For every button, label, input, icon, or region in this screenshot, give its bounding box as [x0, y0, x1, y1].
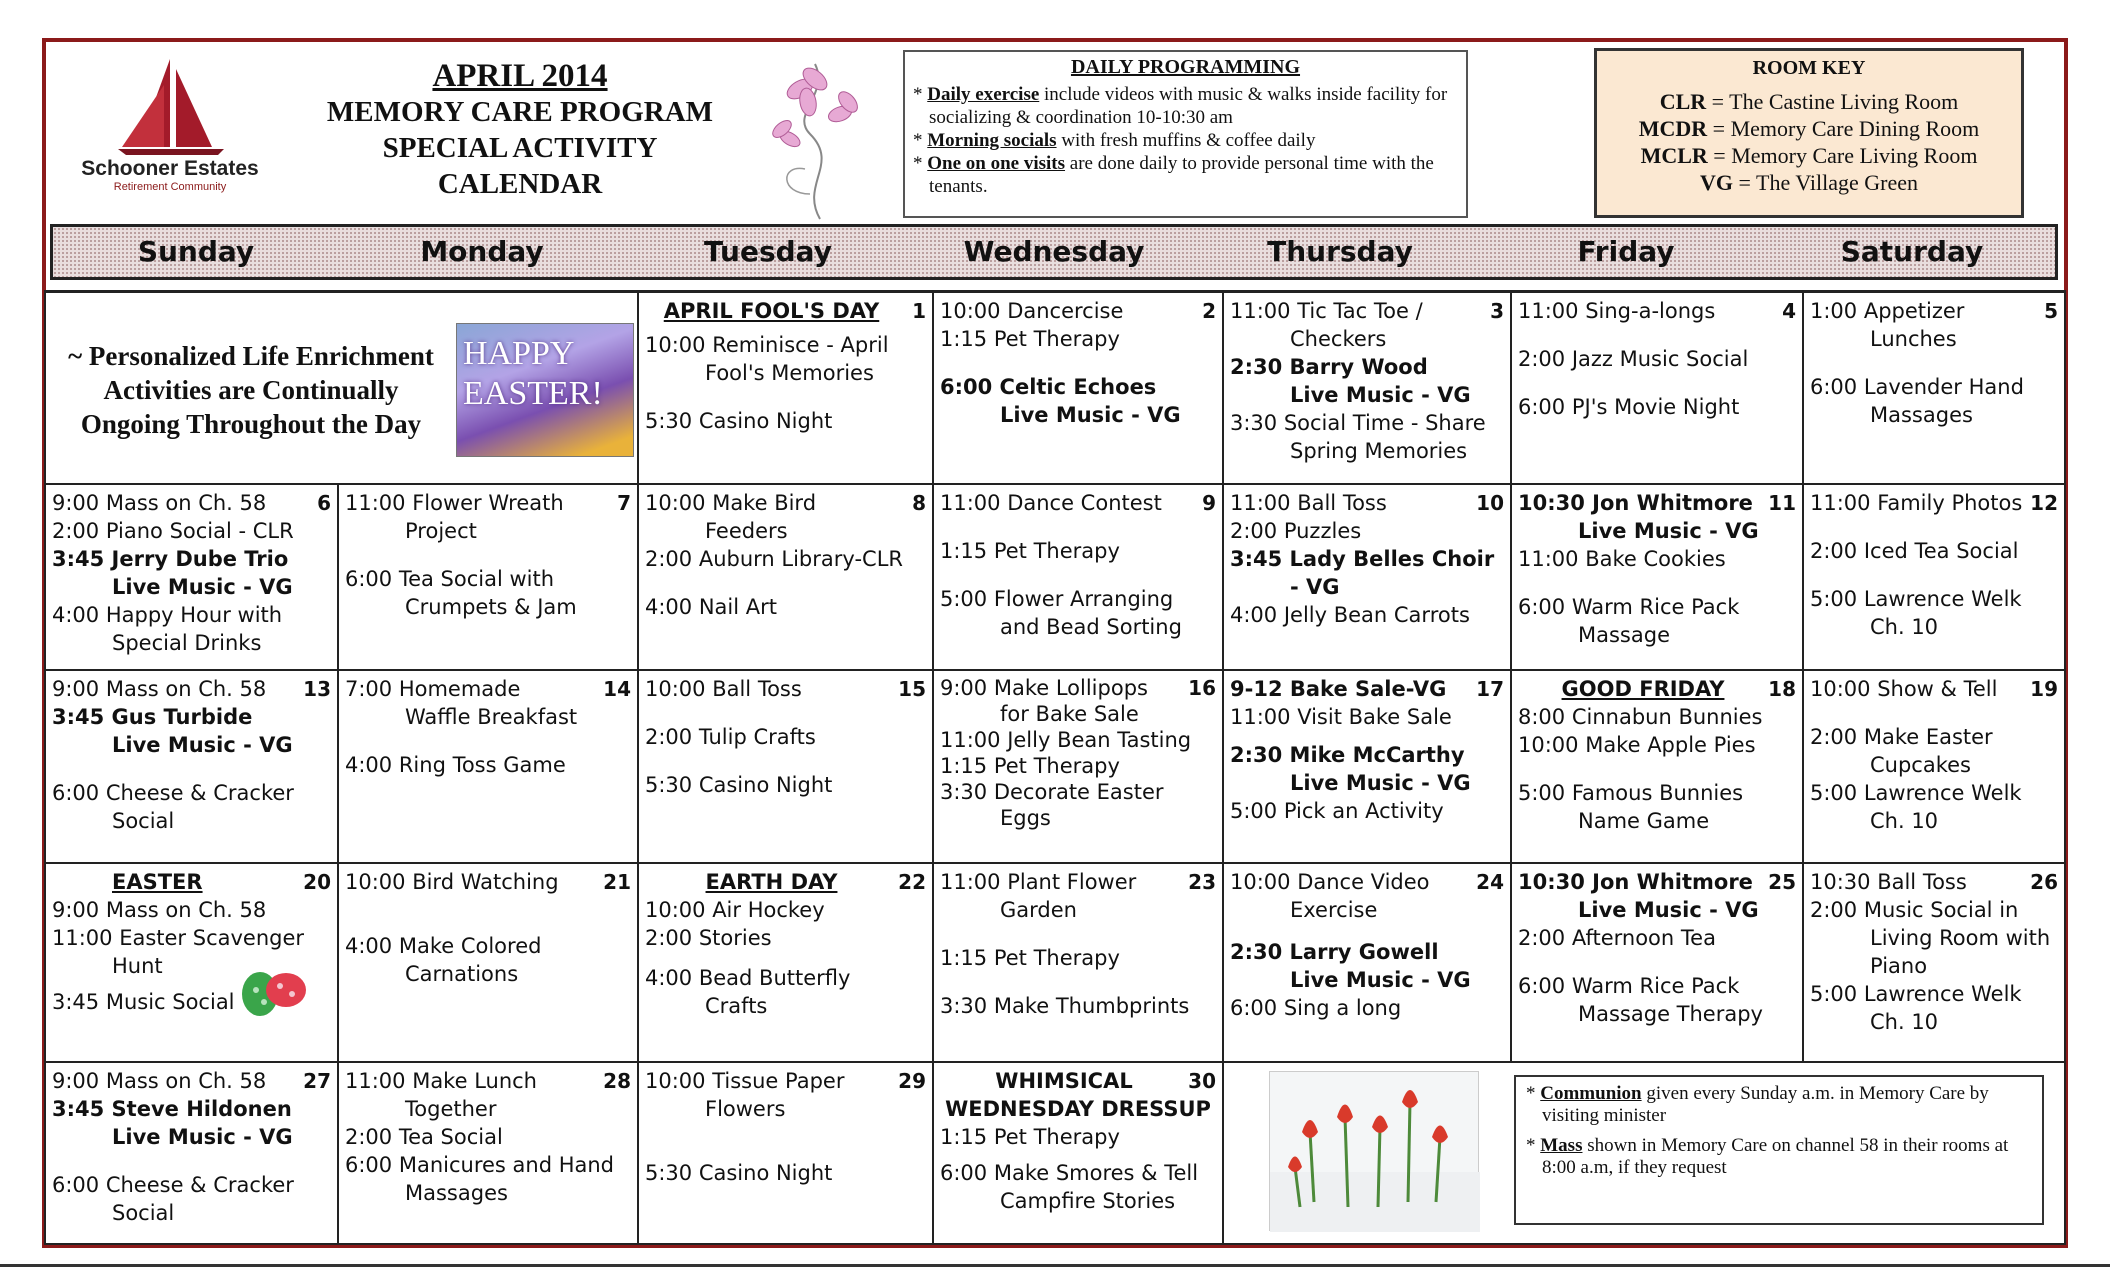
activity: 3:30 Decorate Easter: [940, 780, 1164, 804]
activity: Piano: [1870, 954, 1928, 978]
day-cell: [1804, 864, 2066, 1063]
day-cell: [1224, 293, 1512, 485]
weekday-friday: Friday: [1577, 235, 1675, 268]
bottom-rule: [0, 1264, 2110, 1267]
activity: 2:00 Jazz Music Social: [1518, 347, 1749, 371]
activity: 4:00 Bead Butterfly: [645, 966, 851, 990]
easter-image-line: EASTER!: [463, 375, 603, 412]
day-number: 5: [2044, 299, 2058, 323]
activity: 9:00 Mass on Ch. 58: [52, 491, 267, 515]
activity: Spring Memories: [1290, 439, 1468, 463]
activity: 11:00 Make Lunch: [345, 1069, 537, 1093]
activity: for Bake Sale: [1000, 702, 1139, 726]
activity: 6:00 Tea Social with: [345, 567, 555, 591]
activity: 11:00 Easter Scavenger: [52, 926, 305, 950]
activity: 4:00 Happy Hour with: [52, 603, 283, 627]
title-line: SPECIAL ACTIVITY: [382, 132, 658, 164]
spacer: [1810, 353, 2058, 373]
day-number: 11: [1768, 491, 1796, 515]
note-text: given every Sunday a.m. in Memory Care by visiting minister: [1542, 1083, 1989, 1126]
day-number: 15: [898, 677, 926, 701]
title-line: MEMORY CARE PROGRAM: [326, 96, 714, 128]
activity: 6:00 Warm Rice Pack: [1518, 595, 1740, 619]
activity: Live Music - VG: [1290, 968, 1471, 992]
activity: Garden: [1000, 898, 1077, 922]
day-cell: [639, 1063, 934, 1245]
spacer: [1810, 565, 2058, 585]
activity: Living Room with: [1870, 926, 2051, 950]
notes-box: [1514, 1075, 2044, 1225]
room-code: MCLR: [1640, 143, 1708, 168]
easter-image-line: HAPPY: [463, 335, 575, 372]
room-key-row: [1597, 169, 2021, 196]
activity: 5:00 Lawrence Welk: [1810, 781, 2022, 805]
activity: 11:00 Jelly Bean Tasting: [940, 728, 1192, 752]
weekday-header: [50, 224, 2058, 280]
room-key-row: [1597, 142, 2021, 169]
spacer: [940, 353, 1216, 373]
activity: 10:00 Ball Toss: [645, 677, 802, 701]
activity: 11:00 Tic Tac Toe /: [1230, 299, 1423, 323]
activity: 10:30 Ball Toss: [1810, 870, 1967, 894]
activity: 4:00 Jelly Bean Carrots: [1230, 603, 1470, 627]
activity: 2:00 Auburn Library-CLR: [645, 547, 903, 571]
spacer: [1518, 759, 1796, 779]
activity: 4:00 Make Colored: [345, 934, 542, 958]
activity: 11:00 Dance Contest: [940, 491, 1162, 515]
day-cell: [934, 671, 1224, 864]
activity: 9:00 Make Lollipops: [940, 676, 1148, 700]
daily-item-lead: One on one visits: [927, 153, 1066, 174]
day-cell: [44, 864, 339, 1063]
holiday-title: EASTER: [112, 870, 203, 894]
activity: 4:00 Nail Art: [645, 595, 777, 619]
activity: Name Game: [1578, 809, 1710, 833]
day-number: 2: [1202, 299, 1216, 323]
day-number: 18: [1768, 677, 1796, 701]
spacer: [1518, 952, 1796, 972]
activity: 10:00 Show & Tell: [1810, 677, 1998, 701]
banner-line: Activities are Continually: [103, 375, 399, 405]
holiday-title: GOOD FRIDAY: [1561, 677, 1725, 701]
activity: 11:00 Plant Flower: [940, 870, 1137, 894]
activity: 6:00 Celtic Echoes: [940, 375, 1157, 399]
activity: 2:30 Larry Gowell: [1230, 940, 1439, 964]
activity: Cupcakes: [1870, 753, 1971, 777]
day-cell: [1512, 485, 1804, 671]
activity: 2:30 Mike McCarthy: [1230, 743, 1465, 767]
activity: 11:00 Family Photos: [1810, 491, 2023, 515]
spacer: [940, 924, 1216, 944]
day-number: 6: [317, 491, 331, 515]
activity: 10:30 Jon Whitmore: [1518, 491, 1753, 515]
banner-line: ~ Personalized Life Enrichment: [68, 341, 434, 371]
notes-cell: [1224, 1063, 2066, 1245]
room-name: = The Village Green: [1733, 170, 1918, 195]
activity: - VG: [1290, 575, 1340, 599]
day-number: 7: [617, 491, 631, 515]
activity: Live Music - VG: [112, 1125, 293, 1149]
weekday-monday: Monday: [420, 235, 544, 268]
daily-item-text: include videos with music & walks inside facility for socializing & coordination 10-10:30 am: [929, 84, 1448, 128]
activity: Live Music - VG: [112, 733, 293, 757]
spacer: [645, 1123, 926, 1159]
activity: Crumpets & Jam: [405, 595, 577, 619]
activity: Live Music - VG: [1290, 771, 1471, 795]
activity: 9:00 Mass on Ch. 58: [52, 677, 267, 701]
day-cell: [44, 1063, 339, 1245]
activity: 6:00 PJ's Movie Night: [1518, 395, 1740, 419]
activity: 2:00 Tea Social: [345, 1125, 503, 1149]
spacer: [1810, 517, 2058, 537]
activity: 10:00 Air Hockey: [645, 898, 825, 922]
day-number: 24: [1476, 870, 1504, 894]
tulips-icon: [1270, 1072, 1480, 1232]
weekday-saturday: Saturday: [1840, 235, 1984, 268]
activity: Live Music - VG: [112, 575, 293, 599]
activity: 3:30 Social Time - Share: [1230, 411, 1486, 435]
activity: Fool's Memories: [705, 361, 874, 385]
activity: 1:15 Pet Therapy: [940, 539, 1120, 563]
daily-programming-box: [903, 50, 1468, 218]
day-number: 17: [1476, 677, 1504, 701]
room-code: VG: [1700, 170, 1733, 195]
activity: 6:00 Warm Rice Pack: [1518, 974, 1740, 998]
day-number: 14: [603, 677, 631, 701]
day-number: 27: [303, 1069, 331, 1093]
day-cell: [339, 864, 639, 1063]
room-code: CLR: [1659, 89, 1707, 114]
activity: 10:00 Dance Video: [1230, 870, 1430, 894]
calendar-grid: [44, 290, 2066, 1245]
day-cell: [1804, 671, 2066, 864]
activity: 6:00 Cheese & Cracker: [52, 1173, 294, 1197]
activity: 2:30 Barry Wood: [1230, 355, 1428, 379]
room-name: = Memory Care Dining Room: [1707, 116, 1980, 141]
room-code: MCDR: [1638, 116, 1708, 141]
activity: 5:00 Flower Arranging: [940, 587, 1174, 611]
day-cell: [1224, 485, 1512, 671]
day-cell: [1512, 671, 1804, 864]
activity: 7:00 Homemade: [345, 677, 521, 701]
activity: 3:30 Make Thumbprints: [940, 994, 1190, 1018]
day-cell: [339, 671, 639, 864]
spacer: [1518, 373, 1796, 393]
banner-cell: [44, 293, 639, 485]
day-number: 8: [912, 491, 926, 515]
activity: 6:00 Sing a long: [1230, 996, 1402, 1020]
activity: Lunches: [1870, 327, 1957, 351]
activity: 3:45 Gus Turbide: [52, 705, 253, 729]
day-cell: [934, 293, 1224, 485]
day-cell: [639, 293, 934, 485]
activity: 3:45 Music Social: [52, 990, 235, 1014]
activity: Carnations: [405, 962, 519, 986]
activity: 2:00 Make Easter: [1810, 725, 1993, 749]
daily-item-text: with fresh muffins & coffee daily: [1056, 130, 1316, 151]
activity: 1:15 Pet Therapy: [940, 1125, 1120, 1149]
day-number: 1: [912, 299, 926, 323]
day-number: 3: [1490, 299, 1504, 323]
title-line: CALENDAR: [437, 168, 603, 200]
activity: Ch. 10: [1870, 1010, 1939, 1034]
activity: 9:00 Mass on Ch. 58: [52, 1069, 267, 1093]
day-number: 10: [1476, 491, 1504, 515]
activity: 11:00 Ball Toss: [1230, 491, 1387, 515]
logo-subtitle: Retirement Community: [113, 181, 227, 193]
activity: 5:00 Famous Bunnies: [1518, 781, 1744, 805]
day-cell: [934, 864, 1224, 1063]
activity: 1:00 Appetizer: [1810, 299, 1965, 323]
activity: 5:00 Lawrence Welk: [1810, 982, 2022, 1006]
activity: Live Music - VG: [1000, 403, 1181, 427]
day-number: 29: [898, 1069, 926, 1093]
day-cell: [639, 485, 934, 671]
activity: 10:30 Jon Whitmore: [1518, 870, 1753, 894]
day-cell: [339, 485, 639, 671]
spacer: [645, 387, 926, 407]
day-number: 4: [1782, 299, 1796, 323]
holiday-title: EARTH DAY: [705, 870, 838, 894]
day-cell: [1804, 485, 2066, 671]
day-cell: [1512, 293, 1804, 485]
daily-item: * Morning socials with fresh muffins & coffee daily: [913, 130, 1316, 151]
sailboat-icon: [100, 55, 240, 155]
event-title: WHIMSICAL: [995, 1069, 1133, 1093]
activity: Special Drinks: [112, 631, 262, 655]
title-month: APRIL 2014: [432, 58, 608, 94]
activity: 10:00 Dancercise: [940, 299, 1124, 323]
activity: 3:45 Lady Belles Choir: [1230, 547, 1495, 571]
activity: Social: [112, 809, 175, 833]
activity: Massages: [1870, 403, 1973, 427]
page-title: [300, 58, 740, 202]
activity: 1:15 Pet Therapy: [940, 754, 1120, 778]
note-item: * Communion given every Sunday a.m. in Memory Care by visiting minister: [1526, 1083, 1989, 1126]
activity: Hunt: [112, 954, 163, 978]
spacer: [345, 896, 631, 932]
note-lead: Communion: [1540, 1083, 1642, 1104]
activity: Social: [112, 1201, 175, 1225]
room-name: = Memory Care Living Room: [1707, 143, 1978, 168]
logo: [60, 55, 280, 205]
daily-item-text: are done daily to provide personal time with the tenants.: [929, 153, 1434, 197]
room-key-heading: ROOM KEY: [1752, 57, 1866, 79]
easter-eggs-icon: [236, 964, 316, 1020]
daily-item: * Daily exercise include videos with music & walks inside facility for socializing & coordination 10-10:30 am: [913, 84, 1448, 128]
activity: Live Music - VG: [1578, 898, 1759, 922]
spacer: [940, 1151, 1216, 1159]
room-key-row: [1597, 88, 2021, 115]
activity: 2:00 Music Social in: [1810, 898, 2019, 922]
daily-item-lead: Daily exercise: [927, 84, 1040, 105]
activity: Live Music - VG: [1290, 383, 1471, 407]
day-number: 16: [1188, 676, 1216, 700]
room-name: = The Castine Living Room: [1706, 89, 1959, 114]
day-number: 13: [303, 677, 331, 701]
room-key-row: [1597, 115, 2021, 142]
spacer: [1230, 731, 1504, 741]
spacer: [1230, 924, 1504, 938]
spacer: [1518, 573, 1796, 593]
activity: Massages: [405, 1181, 508, 1205]
weekday-wednesday: Wednesday: [963, 235, 1145, 268]
activity: 2:00 Iced Tea Social: [1810, 539, 2019, 563]
spacer: [345, 731, 631, 751]
day-cell: [44, 671, 339, 864]
weekday-thursday: Thursday: [1267, 235, 1413, 268]
day-number: 21: [603, 870, 631, 894]
activity: and Bead Sorting: [1000, 615, 1182, 639]
activity: 4:00 Ring Toss Game: [345, 753, 566, 777]
activity: Together: [405, 1097, 497, 1121]
activity: Waffle Breakfast: [405, 705, 578, 729]
day-cell: [339, 1063, 639, 1245]
day-cell: [934, 1063, 1224, 1245]
activity: 2:00 Tulip Crafts: [645, 725, 816, 749]
activity: Ch. 10: [1870, 809, 1939, 833]
note-text: shown in Memory Care on channel 58 in their rooms at 8:00 a.m, if they request: [1542, 1135, 2009, 1178]
note-lead: Mass: [1540, 1135, 1583, 1156]
day-number: 23: [1188, 870, 1216, 894]
activity: 9:00 Mass on Ch. 58: [52, 898, 267, 922]
holiday-title: APRIL FOOL'S DAY: [663, 299, 880, 323]
activity: Eggs: [1000, 806, 1051, 830]
activity: Checkers: [1290, 327, 1387, 351]
event-title: WEDNESDAY DRESSUP: [945, 1097, 1211, 1121]
banner-text: [46, 339, 456, 441]
activity: Flowers: [705, 1097, 786, 1121]
activity: 10:00 Reminisce - April: [645, 333, 889, 357]
day-cell: [1512, 864, 1804, 1063]
spacer: [940, 565, 1216, 585]
activity: 3:45 Jerry Dube Trio: [52, 547, 289, 571]
activity: 6:00 Make Smores & Tell: [940, 1161, 1199, 1185]
day-cell: [1804, 293, 2066, 485]
logo-name: Schooner Estates: [81, 157, 259, 180]
day-number: 12: [2030, 491, 2058, 515]
daily-item-lead: Morning socials: [927, 130, 1057, 151]
room-key-box: [1594, 48, 2024, 218]
activity: 11:00 Flower Wreath: [345, 491, 564, 515]
spacer: [645, 751, 926, 771]
activity: 10:00 Tissue Paper: [645, 1069, 845, 1093]
day-cell: [1224, 864, 1512, 1063]
day-number: 28: [603, 1069, 631, 1093]
activity: 2:00 Puzzles: [1230, 519, 1362, 543]
activity: 1:15 Pet Therapy: [940, 946, 1120, 970]
activity: 2:00 Afternoon Tea: [1518, 926, 1716, 950]
activity: Project: [405, 519, 477, 543]
easter-image-text: [463, 334, 603, 414]
activity: 11:00 Visit Bake Sale: [1230, 705, 1452, 729]
day-cell: [934, 485, 1224, 671]
day-number: 25: [1768, 870, 1796, 894]
day-number: 30: [1188, 1069, 1216, 1093]
activity: 2:00 Piano Social - CLR: [52, 519, 294, 543]
activity: Feeders: [705, 519, 788, 543]
activity: 10:00 Make Apple Pies: [1518, 733, 1756, 757]
activity: 10:00 Bird Watching: [345, 870, 559, 894]
spacer: [52, 759, 331, 779]
day-number: 9: [1202, 491, 1216, 515]
activity: 11:00 Bake Cookies: [1518, 547, 1726, 571]
banner-line: Ongoing Throughout the Day: [80, 409, 422, 439]
activity: 6:00 Manicures and Hand: [345, 1153, 615, 1177]
activity: 10:00 Make Bird: [645, 491, 817, 515]
note-item: * Mass shown in Memory Care on channel 58 in their rooms at 8:00 a.m, if they request: [1526, 1135, 2009, 1178]
activity: 9-12 Bake Sale-VG: [1230, 677, 1447, 701]
activity: 2:00 Stories: [645, 926, 772, 950]
day-number: 22: [898, 870, 926, 894]
daily-item: * One on one visits are done daily to provide personal time with the tenants.: [913, 153, 1434, 197]
day-cell: [1224, 671, 1512, 864]
day-cell: [639, 864, 934, 1063]
day-cell: [639, 671, 934, 864]
activity: Live Music - VG: [1578, 519, 1759, 543]
spacer: [1810, 703, 2058, 723]
spacer: [52, 1151, 331, 1171]
activity: 11:00 Sing-a-longs: [1518, 299, 1716, 323]
spacer: [645, 703, 926, 723]
day-number: 26: [2030, 870, 2058, 894]
spacer: [345, 545, 631, 565]
activity: 3:45 Steve Hildonen: [52, 1097, 292, 1121]
activity: 5:30 Casino Night: [645, 409, 833, 433]
activity: 5:00 Lawrence Welk: [1810, 587, 2022, 611]
flower-decoration-icon: [760, 44, 880, 224]
spacer: [940, 517, 1216, 537]
tulip-image: [1269, 1071, 1479, 1231]
activity: 5:30 Casino Night: [645, 773, 833, 797]
spacer: [645, 573, 926, 593]
activity: Massage: [1578, 623, 1670, 647]
activity: 8:00 Cinnabun Bunnies: [1518, 705, 1763, 729]
spacer: [940, 972, 1216, 992]
daily-programming-heading: DAILY PROGRAMMING: [1070, 56, 1301, 78]
activity: 6:00 Lavender Hand: [1810, 375, 2024, 399]
weekday-sunday: Sunday: [137, 235, 255, 268]
activity: Ch. 10: [1870, 615, 1939, 639]
weekday-tuesday: Tuesday: [704, 235, 832, 268]
activity: Exercise: [1290, 898, 1378, 922]
activity: Campfire Stories: [1000, 1189, 1176, 1213]
spacer: [645, 952, 926, 964]
activity: 5:30 Casino Night: [645, 1161, 833, 1185]
activity: 5:00 Pick an Activity: [1230, 799, 1444, 823]
day-cell: [44, 485, 339, 671]
day-number: 20: [303, 870, 331, 894]
activity: Crafts: [705, 994, 768, 1018]
activity: Massage Therapy: [1578, 1002, 1763, 1026]
activity: 6:00 Cheese & Cracker: [52, 781, 294, 805]
happy-easter-image: [456, 323, 634, 457]
activity: 1:15 Pet Therapy: [940, 327, 1120, 351]
day-number: 19: [2030, 677, 2058, 701]
spacer: [1518, 325, 1796, 345]
